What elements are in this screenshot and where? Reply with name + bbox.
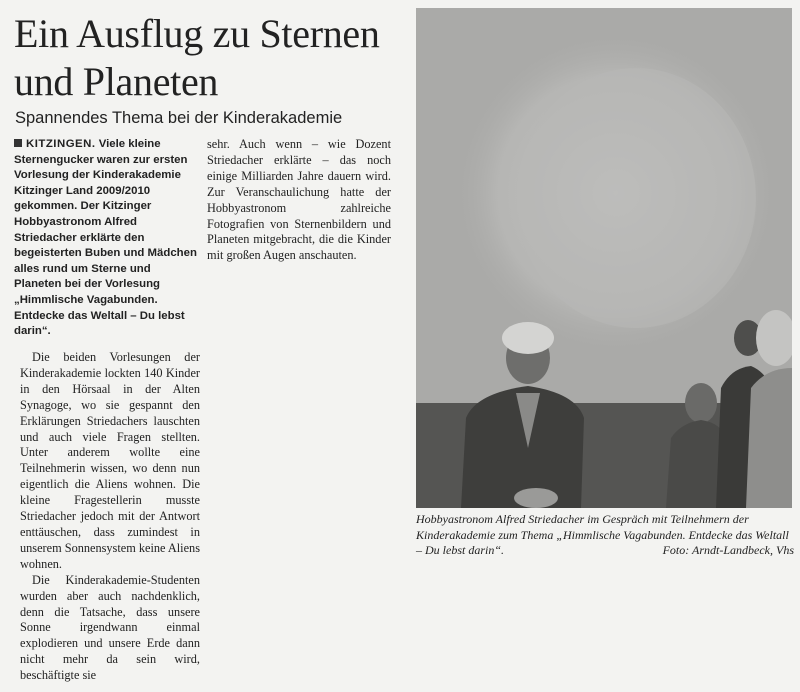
subheadline: Spannendes Thema bei der Kinderakademie xyxy=(15,109,343,127)
lead-paragraph xyxy=(14,137,200,340)
article-photo xyxy=(416,8,792,508)
caption-text: Hobbyastronom Alfred Striedacher im Gespräch mit Teilnehmern der Kinderakademie zum Thema „Himmlische Vagabunden. Entdecke das Weltall – Du lebst darin“. xyxy=(416,512,789,557)
photo-caption xyxy=(416,512,794,559)
photo-illustration xyxy=(416,8,792,508)
lead-text: Viele kleine Sternengucker waren zur ersten Vorlesung der Kinderakademie Kitzinger Land 2009/2010 gekommen. Der Kitzinger Hobbyastronom Alfred Striedacher erklärte den begeisterten Buben und Mädchen alles rund um Sterne und Planeten bei der Vorlesung „Himmlische Vagabunden. Entdecke das Weltall – Du lebst darin“. xyxy=(14,138,197,338)
body-column-2: sehr. Auch wenn – wie Dozent Striedacher erklärte – das noch einige Milliarden Jahre dauern wird. Zur Veranschaulichung hatte der Hobbyastronom zahlreiche Fotografien von Sternenbildern und Planeten mitgebracht, die die Kinder mit großen Augen anschauten. xyxy=(207,137,391,263)
body-column-1 xyxy=(20,350,200,684)
body-paragraph: Die Kinderakademie-Studenten wurden aber auch nachdenklich, denn die Tatsache, dass unsere Sonne irgendwann einmal explodieren und unsere Erde dann nicht mehr da sein wird, beschäftigte sie xyxy=(20,572,200,683)
photo-credit: Foto: Arndt-Landbeck, Vhs xyxy=(662,543,794,557)
headline: Ein Ausflug zu Sternen und Planeten xyxy=(14,11,380,104)
square-bullet-icon xyxy=(14,139,22,147)
dateline: KITZINGEN. xyxy=(26,138,96,150)
body-paragraph: Die beiden Vorlesungen der Kinderakademie lockten 140 Kinder in den Hörsaal in der Alten Synagoge, wo sie gespannt den Erklärungen Striedachers lauschten und auch viele Fragen stellten. Unter anderem wollte eine Teilnehmerin wissen, wo denn nun eigentlich die Aliens wohnen. Die kleine Fragestellerin musste Striedacher jedoch mit der Antwort enttäuschen, dass zumindest in unserem Sonnensystem keine Aliens wohnen. xyxy=(20,350,200,571)
